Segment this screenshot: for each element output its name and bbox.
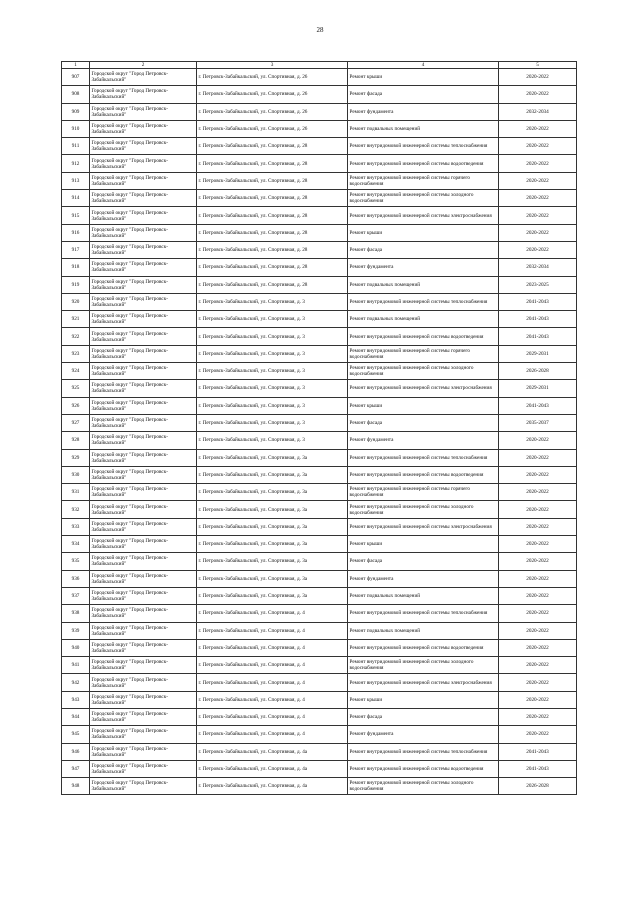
address-cell: г. Петровск-Забайкальский, ул. Спортивная, д. 4 xyxy=(197,708,348,725)
work-type-cell: Ремонт внутридомовой инженерной системы теплоснабжения xyxy=(348,138,499,155)
work-type-cell: Ремонт внутридомовой инженерной системы горячего водоснабжения xyxy=(348,172,499,189)
period-cell: 2032-2034 xyxy=(499,103,577,120)
address-cell: г. Петровск-Забайкальский, ул. Спортивная, д. 26 xyxy=(197,120,348,137)
address-cell: г. Петровск-Забайкальский, ул. Спортивная, д. 3а xyxy=(197,570,348,587)
municipality-cell: Городской округ "Город Петровск-Забайкальский" xyxy=(90,380,197,397)
period-cell: 2020-2022 xyxy=(499,674,577,691)
work-type-cell: Ремонт фасада xyxy=(348,414,499,431)
address-cell: г. Петровск-Забайкальский, ул. Спортивная, д. 28 xyxy=(197,276,348,293)
period-cell: 2020-2022 xyxy=(499,536,577,553)
municipality-cell: Городской округ "Город Петровск-Забайкальский" xyxy=(90,207,197,224)
row-number-cell: 947 xyxy=(62,760,90,777)
address-cell: г. Петровск-Забайкальский, ул. Спортивная, д. 28 xyxy=(197,224,348,241)
address-cell: г. Петровск-Забайкальский, ул. Спортивная, д. 3а xyxy=(197,484,348,501)
table-row xyxy=(62,311,577,328)
table-row xyxy=(62,69,577,86)
row-number-cell: 926 xyxy=(62,397,90,414)
row-number-cell: 936 xyxy=(62,570,90,587)
address-cell: г. Петровск-Забайкальский, ул. Спортивная, д. 3 xyxy=(197,345,348,362)
period-cell: 2020-2022 xyxy=(499,553,577,570)
work-type-cell: Ремонт фасада xyxy=(348,86,499,103)
table-row xyxy=(62,587,577,604)
address-cell: г. Петровск-Забайкальский, ул. Спортивная, д. 4 xyxy=(197,674,348,691)
row-number-cell: 908 xyxy=(62,86,90,103)
period-cell: 2023-2025 xyxy=(499,276,577,293)
work-type-cell: Ремонт внутридомовой инженерной системы водоотведения xyxy=(348,639,499,656)
period-cell: 2041-2043 xyxy=(499,293,577,310)
period-cell: 2020-2022 xyxy=(499,691,577,708)
table-row xyxy=(62,276,577,293)
table-row xyxy=(62,760,577,777)
row-number-cell: 915 xyxy=(62,207,90,224)
row-number-cell: 932 xyxy=(62,501,90,518)
table-row xyxy=(62,155,577,172)
period-cell: 2032-2034 xyxy=(499,259,577,276)
municipality-cell: Городской округ "Город Петровск-Забайкальский" xyxy=(90,363,197,380)
table-row xyxy=(62,674,577,691)
municipality-cell: Городской округ "Город Петровск-Забайкальский" xyxy=(90,708,197,725)
municipality-cell: Городской округ "Город Петровск-Забайкальский" xyxy=(90,138,197,155)
capital-repair-table xyxy=(61,61,577,795)
address-cell: г. Петровск-Забайкальский, ул. Спортивная, д. 3 xyxy=(197,363,348,380)
period-cell: 2041-2043 xyxy=(499,311,577,328)
table-row xyxy=(62,484,577,501)
work-type-cell: Ремонт внутридомовой инженерной системы водоотведения xyxy=(348,466,499,483)
address-cell: г. Петровск-Забайкальский, ул. Спортивная, д. 4 xyxy=(197,622,348,639)
table-row xyxy=(62,190,577,207)
work-type-cell: Ремонт внутридомовой инженерной системы холодного водоснабжения xyxy=(348,778,499,795)
work-type-cell: Ремонт внутридомовой инженерной системы холодного водоснабжения xyxy=(348,501,499,518)
work-type-cell: Ремонт подвальных помещений xyxy=(348,311,499,328)
work-type-cell: Ремонт фундамента xyxy=(348,726,499,743)
table-row xyxy=(62,449,577,466)
row-number-cell: 910 xyxy=(62,120,90,137)
table-row xyxy=(62,138,577,155)
period-cell: 2041-2043 xyxy=(499,328,577,345)
table-row xyxy=(62,518,577,535)
address-cell: г. Петровск-Забайкальский, ул. Спортивная, д. 28 xyxy=(197,190,348,207)
address-cell: г. Петровск-Забайкальский, ул. Спортивная, д. 3а xyxy=(197,501,348,518)
row-number-cell: 917 xyxy=(62,241,90,258)
work-type-cell: Ремонт внутридомовой инженерной системы теплоснабжения xyxy=(348,605,499,622)
work-type-cell: Ремонт внутридомовой инженерной системы горячего водоснабжения xyxy=(348,345,499,362)
period-cell: 2020-2022 xyxy=(499,605,577,622)
table-row xyxy=(62,622,577,639)
address-cell: г. Петровск-Забайкальский, ул. Спортивная, д. 3а xyxy=(197,553,348,570)
table-row xyxy=(62,241,577,258)
table-row xyxy=(62,345,577,362)
municipality-cell: Городской округ "Город Петровск-Забайкальский" xyxy=(90,639,197,656)
work-type-cell: Ремонт фундамента xyxy=(348,432,499,449)
address-cell: г. Петровск-Забайкальский, ул. Спортивная, д. 26 xyxy=(197,86,348,103)
address-cell: г. Петровск-Забайкальский, ул. Спортивная, д. 4 xyxy=(197,691,348,708)
municipality-cell: Городской округ "Город Петровск-Забайкальский" xyxy=(90,190,197,207)
municipality-cell: Городской округ "Город Петровск-Забайкальский" xyxy=(90,760,197,777)
municipality-cell: Городской округ "Город Петровск-Забайкальский" xyxy=(90,293,197,310)
table-row xyxy=(62,708,577,725)
municipality-cell: Городской округ "Город Петровск-Забайкальский" xyxy=(90,657,197,674)
address-cell: г. Петровск-Забайкальский, ул. Спортивная, д. 3 xyxy=(197,414,348,431)
row-number-cell: 912 xyxy=(62,155,90,172)
period-cell: 2020-2022 xyxy=(499,639,577,656)
table-row xyxy=(62,691,577,708)
municipality-cell: Городской округ "Город Петровск-Забайкальский" xyxy=(90,726,197,743)
municipality-cell: Городской округ "Город Петровск-Забайкальский" xyxy=(90,622,197,639)
period-cell: 2020-2022 xyxy=(499,518,577,535)
period-cell: 2020-2022 xyxy=(499,466,577,483)
municipality-cell: Городской округ "Город Петровск-Забайкальский" xyxy=(90,103,197,120)
address-cell: г. Петровск-Забайкальский, ул. Спортивная, д. 28 xyxy=(197,207,348,224)
header-col-1: 1 xyxy=(62,62,90,69)
period-cell: 2020-2022 xyxy=(499,501,577,518)
row-number-cell: 939 xyxy=(62,622,90,639)
municipality-cell: Городской округ "Город Петровск-Забайкальский" xyxy=(90,432,197,449)
row-number-cell: 940 xyxy=(62,639,90,656)
period-cell: 2029-2031 xyxy=(499,345,577,362)
row-number-cell: 946 xyxy=(62,743,90,760)
municipality-cell: Городской округ "Город Петровск-Забайкальский" xyxy=(90,553,197,570)
address-cell: г. Петровск-Забайкальский, ул. Спортивная, д. 3а xyxy=(197,587,348,604)
work-type-cell: Ремонт внутридомовой инженерной системы холодного водоснабжения xyxy=(348,190,499,207)
address-cell: г. Петровск-Забайкальский, ул. Спортивная, д. 4 xyxy=(197,726,348,743)
municipality-cell: Городской округ "Город Петровск-Забайкальский" xyxy=(90,484,197,501)
row-number-cell: 933 xyxy=(62,518,90,535)
table-row xyxy=(62,536,577,553)
table-row xyxy=(62,363,577,380)
row-number-cell: 945 xyxy=(62,726,90,743)
period-cell: 2041-2043 xyxy=(499,760,577,777)
period-cell: 2020-2022 xyxy=(499,484,577,501)
header-col-2: 2 xyxy=(90,62,197,69)
row-number-cell: 941 xyxy=(62,657,90,674)
table-row xyxy=(62,570,577,587)
work-type-cell: Ремонт крыши xyxy=(348,397,499,414)
work-type-cell: Ремонт фасада xyxy=(348,708,499,725)
row-number-cell: 938 xyxy=(62,605,90,622)
work-type-cell: Ремонт внутридомовой инженерной системы водоотведения xyxy=(348,328,499,345)
address-cell: г. Петровск-Забайкальский, ул. Спортивная, д. 3 xyxy=(197,397,348,414)
municipality-cell: Городской округ "Город Петровск-Забайкальский" xyxy=(90,155,197,172)
period-cell: 2026-2028 xyxy=(499,778,577,795)
table-header-row xyxy=(62,62,577,69)
period-cell: 2020-2022 xyxy=(499,155,577,172)
address-cell: г. Петровск-Забайкальский, ул. Спортивная, д. 4 xyxy=(197,657,348,674)
row-number-cell: 934 xyxy=(62,536,90,553)
header-col-3: 3 xyxy=(197,62,348,69)
row-number-cell: 916 xyxy=(62,224,90,241)
address-cell: г. Петровск-Забайкальский, ул. Спортивная, д. 4а xyxy=(197,760,348,777)
row-number-cell: 907 xyxy=(62,69,90,86)
work-type-cell: Ремонт фундамента xyxy=(348,103,499,120)
municipality-cell: Городской округ "Город Петровск-Забайкальский" xyxy=(90,501,197,518)
address-cell: г. Петровск-Забайкальский, ул. Спортивная, д. 26 xyxy=(197,103,348,120)
table-row xyxy=(62,293,577,310)
municipality-cell: Городской округ "Город Петровск-Забайкальский" xyxy=(90,518,197,535)
work-type-cell: Ремонт внутридомовой инженерной системы холодного водоснабжения xyxy=(348,657,499,674)
row-number-cell: 930 xyxy=(62,466,90,483)
municipality-cell: Городской округ "Город Петровск-Забайкальский" xyxy=(90,570,197,587)
work-type-cell: Ремонт фасада xyxy=(348,553,499,570)
table-row xyxy=(62,103,577,120)
address-cell: г. Петровск-Забайкальский, ул. Спортивная, д. 3 xyxy=(197,328,348,345)
period-cell: 2035-2037 xyxy=(499,414,577,431)
table-row xyxy=(62,605,577,622)
work-type-cell: Ремонт внутридомовой инженерной системы теплоснабжения xyxy=(348,743,499,760)
row-number-cell: 914 xyxy=(62,190,90,207)
work-type-cell: Ремонт подвальных помещений xyxy=(348,587,499,604)
period-cell: 2020-2022 xyxy=(499,138,577,155)
table-row xyxy=(62,414,577,431)
table-row xyxy=(62,259,577,276)
page-number: 28 xyxy=(316,26,324,34)
period-cell: 2029-2031 xyxy=(499,380,577,397)
address-cell: г. Петровск-Забайкальский, ул. Спортивная, д. 3 xyxy=(197,432,348,449)
period-cell: 2041-2043 xyxy=(499,397,577,414)
work-type-cell: Ремонт внутридомовой инженерной системы электроснабжения xyxy=(348,518,499,535)
period-cell: 2041-2043 xyxy=(499,743,577,760)
work-type-cell: Ремонт крыши xyxy=(348,224,499,241)
work-type-cell: Ремонт крыши xyxy=(348,69,499,86)
address-cell: г. Петровск-Забайкальский, ул. Спортивная, д. 3а xyxy=(197,518,348,535)
row-number-cell: 909 xyxy=(62,103,90,120)
table-row xyxy=(62,726,577,743)
table-body xyxy=(62,69,577,795)
work-type-cell: Ремонт внутридомовой инженерной системы горячего водоснабжения xyxy=(348,484,499,501)
municipality-cell: Городской округ "Город Петровск-Забайкальский" xyxy=(90,86,197,103)
municipality-cell: Городской округ "Город Петровск-Забайкальский" xyxy=(90,120,197,137)
period-cell: 2020-2022 xyxy=(499,207,577,224)
period-cell: 2020-2022 xyxy=(499,86,577,103)
municipality-cell: Городской округ "Город Петровск-Забайкальский" xyxy=(90,224,197,241)
municipality-cell: Городской округ "Город Петровск-Забайкальский" xyxy=(90,241,197,258)
work-type-cell: Ремонт внутридомовой инженерной системы электроснабжения xyxy=(348,674,499,691)
work-type-cell: Ремонт подвальных помещений xyxy=(348,622,499,639)
municipality-cell: Городской округ "Город Петровск-Забайкальский" xyxy=(90,449,197,466)
work-type-cell: Ремонт внутридомовой инженерной системы водоотведения xyxy=(348,760,499,777)
row-number-cell: 928 xyxy=(62,432,90,449)
address-cell: г. Петровск-Забайкальский, ул. Спортивная, д. 28 xyxy=(197,155,348,172)
table-row xyxy=(62,432,577,449)
row-number-cell: 935 xyxy=(62,553,90,570)
municipality-cell: Городской округ "Город Петровск-Забайкальский" xyxy=(90,259,197,276)
work-type-cell: Ремонт фундамента xyxy=(348,259,499,276)
table-row xyxy=(62,397,577,414)
municipality-cell: Городской округ "Город Петровск-Забайкальский" xyxy=(90,276,197,293)
row-number-cell: 918 xyxy=(62,259,90,276)
row-number-cell: 919 xyxy=(62,276,90,293)
municipality-cell: Городской округ "Город Петровск-Забайкальский" xyxy=(90,466,197,483)
row-number-cell: 931 xyxy=(62,484,90,501)
row-number-cell: 925 xyxy=(62,380,90,397)
row-number-cell: 923 xyxy=(62,345,90,362)
municipality-cell: Городской округ "Город Петровск-Забайкальский" xyxy=(90,172,197,189)
municipality-cell: Городской округ "Город Петровск-Забайкальский" xyxy=(90,328,197,345)
address-cell: г. Петровск-Забайкальский, ул. Спортивная, д. 3а xyxy=(197,449,348,466)
period-cell: 2020-2022 xyxy=(499,224,577,241)
address-cell: г. Петровск-Забайкальский, ул. Спортивная, д. 28 xyxy=(197,138,348,155)
table-row xyxy=(62,639,577,656)
row-number-cell: 921 xyxy=(62,311,90,328)
period-cell: 2020-2022 xyxy=(499,587,577,604)
table-row xyxy=(62,778,577,795)
address-cell: г. Петровск-Забайкальский, ул. Спортивная, д. 4а xyxy=(197,743,348,760)
address-cell: г. Петровск-Забайкальский, ул. Спортивная, д. 3 xyxy=(197,293,348,310)
municipality-cell: Городской округ "Город Петровск-Забайкальский" xyxy=(90,311,197,328)
address-cell: г. Петровск-Забайкальский, ул. Спортивная, д. 4а xyxy=(197,778,348,795)
table-row xyxy=(62,328,577,345)
period-cell: 2020-2022 xyxy=(499,449,577,466)
table-row xyxy=(62,501,577,518)
period-cell: 2020-2022 xyxy=(499,190,577,207)
table-row xyxy=(62,224,577,241)
table-row xyxy=(62,553,577,570)
municipality-cell: Городской округ "Город Петровск-Забайкальский" xyxy=(90,743,197,760)
address-cell: г. Петровск-Забайкальский, ул. Спортивная, д. 28 xyxy=(197,172,348,189)
period-cell: 2020-2022 xyxy=(499,432,577,449)
address-cell: г. Петровск-Забайкальский, ул. Спортивная, д. 28 xyxy=(197,241,348,258)
municipality-cell: Городской округ "Город Петровск-Забайкальский" xyxy=(90,345,197,362)
work-type-cell: Ремонт фундамента xyxy=(348,570,499,587)
address-cell: г. Петровск-Забайкальский, ул. Спортивная, д. 26 xyxy=(197,69,348,86)
work-type-cell: Ремонт внутридомовой инженерной системы теплоснабжения xyxy=(348,449,499,466)
row-number-cell: 927 xyxy=(62,414,90,431)
municipality-cell: Городской округ "Город Петровск-Забайкальский" xyxy=(90,674,197,691)
table-row xyxy=(62,466,577,483)
row-number-cell: 948 xyxy=(62,778,90,795)
work-type-cell: Ремонт крыши xyxy=(348,691,499,708)
work-type-cell: Ремонт внутридомовой инженерной системы теплоснабжения xyxy=(348,293,499,310)
address-cell: г. Петровск-Забайкальский, ул. Спортивная, д. 3а xyxy=(197,466,348,483)
period-cell: 2020-2022 xyxy=(499,622,577,639)
period-cell: 2026-2028 xyxy=(499,363,577,380)
header-col-5: 5 xyxy=(499,62,577,69)
municipality-cell: Городской округ "Город Петровск-Забайкальский" xyxy=(90,397,197,414)
work-type-cell: Ремонт внутридомовой инженерной системы холодного водоснабжения xyxy=(348,363,499,380)
row-number-cell: 943 xyxy=(62,691,90,708)
row-number-cell: 913 xyxy=(62,172,90,189)
municipality-cell: Городской округ "Город Петровск-Забайкальский" xyxy=(90,778,197,795)
work-type-cell: Ремонт внутридомовой инженерной системы водоотведения xyxy=(348,155,499,172)
row-number-cell: 922 xyxy=(62,328,90,345)
work-type-cell: Ремонт подвальных помещений xyxy=(348,276,499,293)
address-cell: г. Петровск-Забайкальский, ул. Спортивная, д. 3 xyxy=(197,380,348,397)
period-cell: 2020-2022 xyxy=(499,241,577,258)
table-row xyxy=(62,743,577,760)
municipality-cell: Городской округ "Город Петровск-Забайкальский" xyxy=(90,587,197,604)
row-number-cell: 924 xyxy=(62,363,90,380)
address-cell: г. Петровск-Забайкальский, ул. Спортивная, д. 28 xyxy=(197,259,348,276)
period-cell: 2020-2022 xyxy=(499,726,577,743)
table-row xyxy=(62,120,577,137)
period-cell: 2020-2022 xyxy=(499,657,577,674)
row-number-cell: 920 xyxy=(62,293,90,310)
table-row xyxy=(62,380,577,397)
work-type-cell: Ремонт внутридомовой инженерной системы электроснабжения xyxy=(348,380,499,397)
table-row xyxy=(62,207,577,224)
municipality-cell: Городской округ "Город Петровск-Забайкальский" xyxy=(90,414,197,431)
address-cell: г. Петровск-Забайкальский, ул. Спортивная, д. 3а xyxy=(197,536,348,553)
address-cell: г. Петровск-Забайкальский, ул. Спортивная, д. 3 xyxy=(197,311,348,328)
period-cell: 2020-2022 xyxy=(499,120,577,137)
row-number-cell: 944 xyxy=(62,708,90,725)
period-cell: 2020-2022 xyxy=(499,69,577,86)
table-row xyxy=(62,86,577,103)
row-number-cell: 937 xyxy=(62,587,90,604)
municipality-cell: Городской округ "Город Петровск-Забайкальский" xyxy=(90,691,197,708)
work-type-cell: Ремонт крыши xyxy=(348,536,499,553)
table-row xyxy=(62,657,577,674)
table-row xyxy=(62,172,577,189)
row-number-cell: 942 xyxy=(62,674,90,691)
row-number-cell: 929 xyxy=(62,449,90,466)
period-cell: 2020-2022 xyxy=(499,570,577,587)
address-cell: г. Петровск-Забайкальский, ул. Спортивная, д. 4 xyxy=(197,639,348,656)
work-type-cell: Ремонт подвальных помещений xyxy=(348,120,499,137)
row-number-cell: 911 xyxy=(62,138,90,155)
address-cell: г. Петровск-Забайкальский, ул. Спортивная, д. 4 xyxy=(197,605,348,622)
period-cell: 2020-2022 xyxy=(499,172,577,189)
municipality-cell: Городской округ "Город Петровск-Забайкальский" xyxy=(90,605,197,622)
period-cell: 2020-2022 xyxy=(499,708,577,725)
municipality-cell: Городской округ "Город Петровск-Забайкальский" xyxy=(90,536,197,553)
work-type-cell: Ремонт фасада xyxy=(348,241,499,258)
header-col-4: 4 xyxy=(348,62,499,69)
work-type-cell: Ремонт внутридомовой инженерной системы электроснабжения xyxy=(348,207,499,224)
municipality-cell: Городской округ "Город Петровск-Забайкальский" xyxy=(90,69,197,86)
